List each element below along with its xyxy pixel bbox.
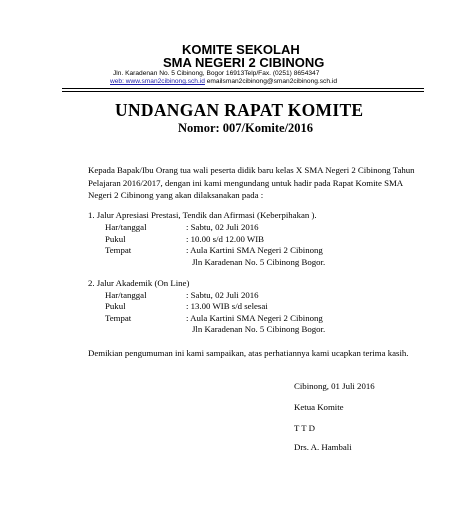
item-2-label-date: Har/tanggal [105,290,147,300]
item-1-value-place: : Aula Kartini SMA Negeri 2 Cibinong [186,245,323,255]
item-2-heading: 2. Jalur Akademik (On Line) [88,278,190,288]
letterhead-contact [110,78,337,85]
item-1-label-place: Tempat [105,245,132,255]
email-text: emailsman2cibinong@sman2cibinong.sch.id [204,78,337,85]
item-1-heading: 1. Jalur Apresiasi Prestasi, Tendik dan Afirmasi (Keberpihakan ). [88,210,317,220]
intro-line-2: Pelajaran 2016/2017, dengan ini kami mengundang untuk hadir pada Rapat Komite SMA [88,178,404,188]
item-1-value-date: : Sabtu, 02 Juli 2016 [186,222,259,232]
closing-text: Demikian pengumuman ini kami sampaikan, atas perhatiannya kami ucapkan terima kasih. [88,348,409,358]
item-1-label-date: Har/tanggal [105,222,147,232]
signature-name: Drs. A. Hambali [294,442,352,452]
letterhead-line1: KOMITE SEKOLAH [182,42,300,57]
item-2-value-date: : Sabtu, 02 Juli 2016 [186,290,259,300]
intro-line-1: Kepada Bapak/Ibu Orang tua wali peserta didik baru kelas X SMA Negeri 2 Cibinong Tahun [88,165,415,175]
item-2-label-time: Pukul [105,301,126,311]
signature-role: Ketua Komite [294,402,344,412]
item-2-label-place: Tempat [105,313,132,323]
document-number: Nomor: 007/Komite/2016 [178,121,314,135]
letterhead-address: Jln. Karadenan No. 5 Cibinong, Bogor 16913Telp/Fax. (0251) 8654347 [113,70,320,77]
item-2-address: Jln Karadenan No. 5 Cibinong Bogor. [192,324,326,334]
letterhead-rule-bottom [62,91,424,92]
item-1-label-time: Pukul [105,234,126,244]
signature-place-date: Cibinong, 01 Juli 2016 [294,381,375,391]
website-link[interactable]: web: www.sman2cibinong.sch.id [110,78,205,85]
document-title: UNDANGAN RAPAT KOMITE [115,100,364,120]
item-1-value-time: : 10.00 s/d 12.00 WIB [186,234,265,244]
intro-line-3: Negeri 2 Cibinong yang akan dilaksanakan pada : [88,190,264,200]
letterhead-line2: SMA NEGERI 2 CIBINONG [163,55,325,70]
item-2-value-place: : Aula Kartini SMA Negeri 2 Cibinong [186,313,323,323]
letterhead-rule-top [62,88,424,89]
signature-ttd: T T D [294,423,316,433]
item-1-address: Jln Karadenan No. 5 Cibinong Bogor. [192,257,326,267]
item-2-value-time: : 13.00 WIB s/d selesai [186,301,268,311]
